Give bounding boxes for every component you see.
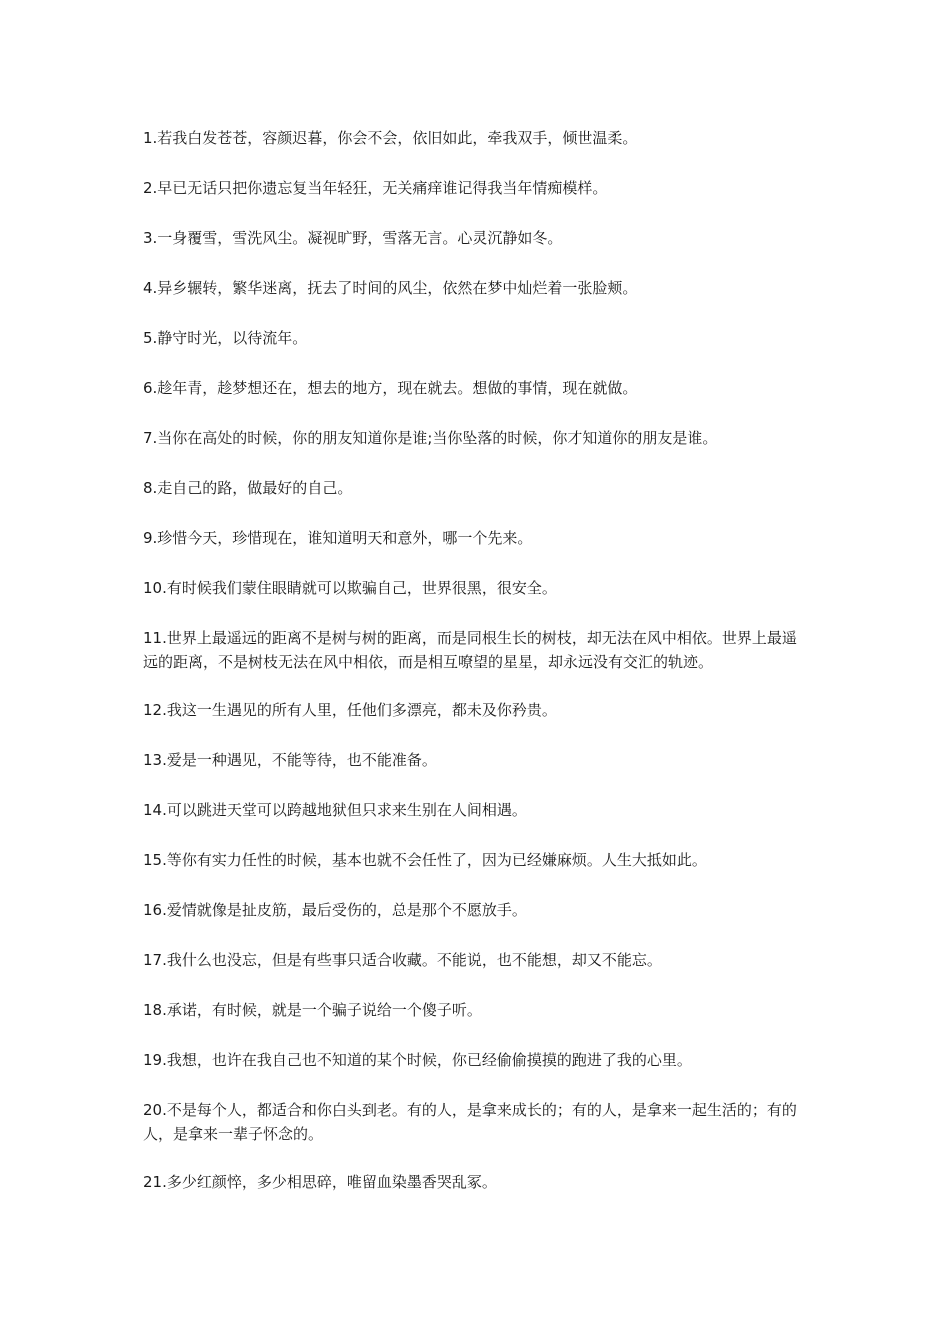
quote-item: 15.等你有实力任性的时候，基本也就不会任性了，因为已经嫌麻烦。人生大抵如此。 (143, 851, 707, 869)
quote-item: 4.异乡辗转，繁华迷离，抚去了时间的风尘，依然在梦中灿烂着一张脸颊。 (143, 279, 638, 297)
quote-item: 14.可以跳进天堂可以跨越地狱但只求来生别在人间相遇。 (143, 801, 527, 819)
quote-item: 20.不是每个人，都适合和你白头到老。有的人，是拿来成长的；有的人，是拿来一起生活的；有的人，是拿来一辈子怀念的。 (143, 1101, 797, 1143)
quote-item: 16.爱情就像是扯皮筋，最后受伤的，总是那个不愿放手。 (143, 901, 527, 919)
quote-item: 11.世界上最遥远的距离不是树与树的距离，而是同根生长的树枝，却无法在风中相依。世界上最遥远的距离，不是树枝无法在风中相依，而是相互嘹望的星星，却永远没有交汇的轨迹。 (143, 629, 797, 671)
quote-item: 1.若我白发苍苍，容颜迟暮，你会不会，依旧如此，牵我双手，倾世温柔。 (143, 129, 638, 147)
quote-list (143, 126, 811, 1220)
quote-item: 21.多少红颜悴，多少相思碎，唯留血染墨香哭乱冢。 (143, 1173, 497, 1191)
quote-item: 13.爱是一种遇见，不能等待，也不能准备。 (143, 751, 437, 769)
quote-item: 7.当你在高处的时候，你的朋友知道你是谁;当你坠落的时候，你才知道你的朋友是谁。 (143, 429, 718, 447)
quote-item: 18.承诺，有时候，就是一个骗子说给一个傻子听。 (143, 1001, 482, 1019)
quote-item: 19.我想，也许在我自己也不知道的某个时候，你已经偷偷摸摸的跑进了我的心里。 (143, 1051, 692, 1069)
quote-item: 8.走自己的路，做最好的自己。 (143, 479, 353, 497)
quote-item: 5.静守时光，以待流年。 (143, 329, 308, 347)
quote-item: 17.我什么也没忘，但是有些事只适合收藏。不能说，也不能想，却又不能忘。 (143, 951, 662, 969)
quote-item: 3.一身覆雪，雪洗风尘。凝视旷野，雪落无言。心灵沉静如冬。 (143, 229, 563, 247)
quote-item: 2.早已无话只把你遗忘复当年轻狂，无关痛痒谁记得我当年情痴模样。 (143, 179, 608, 197)
quote-item: 12.我这一生遇见的所有人里，任他们多漂亮，都未及你矜贵。 (143, 701, 557, 719)
quote-item: 10.有时候我们蒙住眼睛就可以欺骗自己，世界很黑，很安全。 (143, 579, 557, 597)
quote-item: 9.珍惜今天，珍惜现在，谁知道明天和意外，哪一个先来。 (143, 529, 533, 547)
quote-item: 6.趁年青，趁梦想还在，想去的地方，现在就去。想做的事情，现在就做。 (143, 379, 638, 397)
